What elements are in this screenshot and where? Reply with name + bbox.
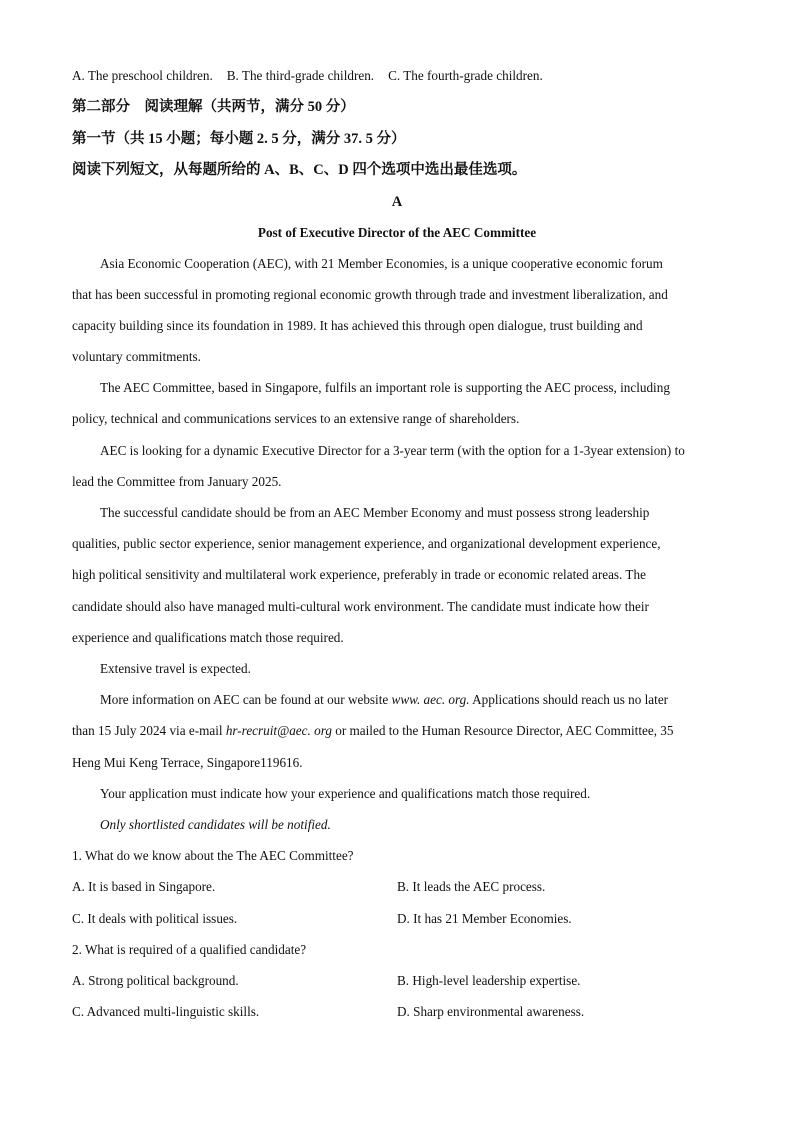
paragraph-4-line-4: candidate should also have managed multi-cultural work environment. The candidate must indicate how their	[72, 599, 649, 614]
question-2-option-d: D. Sharp environmental awareness.	[397, 1004, 585, 1019]
paragraph-3-line-2: lead the Committee from January 2025.	[72, 474, 282, 489]
question-2-option-c: C. Advanced multi-linguistic skills.	[72, 1004, 260, 1019]
subsection-header: 第一节（共 15 小题；每小题 2. 5 分，满分 37. 5 分）	[72, 131, 406, 147]
previous-question-options	[72, 68, 543, 84]
option-b: B. The third-grade children.	[226, 68, 375, 83]
paragraph-6-text: than 15 July 2024 via e-mail	[72, 723, 226, 738]
question-2-stem: 2. What is required of a qualified candidate?	[72, 942, 307, 957]
paragraph-5: Extensive travel is expected.	[100, 661, 251, 676]
paragraph-7: Your application must indicate how your experience and qualifications match those required.	[100, 786, 591, 801]
question-1-option-b: B. It leads the AEC process.	[397, 879, 546, 894]
question-1-option-c: C. It deals with political issues.	[72, 911, 238, 926]
paragraph-6-line-1	[100, 692, 668, 708]
passage-title: Post of Executive Director of the AEC Committee	[257, 225, 537, 240]
passage-letter: A	[391, 194, 403, 210]
section-header: 第二部分 阅读理解（共两节，满分 50 分）	[72, 99, 355, 115]
option-a: A. The preschool children.	[72, 68, 213, 83]
paragraph-4-line-2: qualities, public sector experience, senior management experience, and organizational development experience,	[72, 536, 661, 551]
paragraph-8: Only shortlisted candidates will be notified.	[100, 817, 331, 832]
paragraph-2-line-1: The AEC Committee, based in Singapore, fulfils an important role is supporting the AEC process, including	[100, 380, 670, 395]
email-link[interactable]: hr-recruit@aec. org	[225, 723, 332, 738]
paragraph-1-line-2: that has been successful in promoting regional economic growth through trade and investment liberalization, and	[72, 287, 668, 302]
paragraph-2-line-2: policy, technical and communications services to an extensive range of shareholders.	[72, 411, 520, 426]
paragraph-6-line-2	[72, 723, 674, 739]
question-2-option-b: B. High-level leadership expertise.	[397, 973, 581, 988]
question-1-stem: 1. What do we know about the The AEC Committee?	[72, 848, 354, 863]
website-link[interactable]: www. aec. org.	[391, 692, 470, 707]
instruction: 阅读下列短文，从每题所给的 A、B、C、D 四个选项中选出最佳选项。	[72, 162, 527, 178]
paragraph-4-line-1: The successful candidate should be from an AEC Member Economy and must possess strong leadership	[100, 505, 650, 520]
paragraph-4-line-5: experience and qualifications match those required.	[72, 630, 344, 645]
paragraph-4-line-3: high political sensitivity and multilateral work experience, preferably in trade or economic related areas. The	[72, 567, 646, 582]
paragraph-6-text: or mailed to the Human Resource Director, AEC Committee, 35	[331, 723, 674, 738]
paragraph-1-line-1: Asia Economic Cooperation (AEC), with 21 Member Economies, is a unique cooperative economic forum	[100, 256, 663, 271]
paragraph-3-line-1: AEC is looking for a dynamic Executive Director for a 3-year term (with the option for a 1-3year extension) to	[100, 443, 685, 458]
question-2-option-a: A. Strong political background.	[72, 973, 239, 988]
paragraph-6-text: Applications should reach us no later	[469, 692, 669, 707]
paragraph-6-line-3: Heng Mui Keng Terrace, Singapore119616.	[72, 755, 303, 770]
option-c: C. The fourth-grade children.	[388, 68, 543, 83]
paragraph-6-text: More information on AEC can be found at our website	[100, 692, 392, 707]
question-1-option-a: A. It is based in Singapore.	[72, 879, 216, 894]
paragraph-1-line-4: voluntary commitments.	[72, 349, 201, 364]
paragraph-1-line-3: capacity building since its foundation in 1989. It has achieved this through open dialogue, trust building and	[72, 318, 643, 333]
question-1-option-d: D. It has 21 Member Economies.	[397, 911, 572, 926]
